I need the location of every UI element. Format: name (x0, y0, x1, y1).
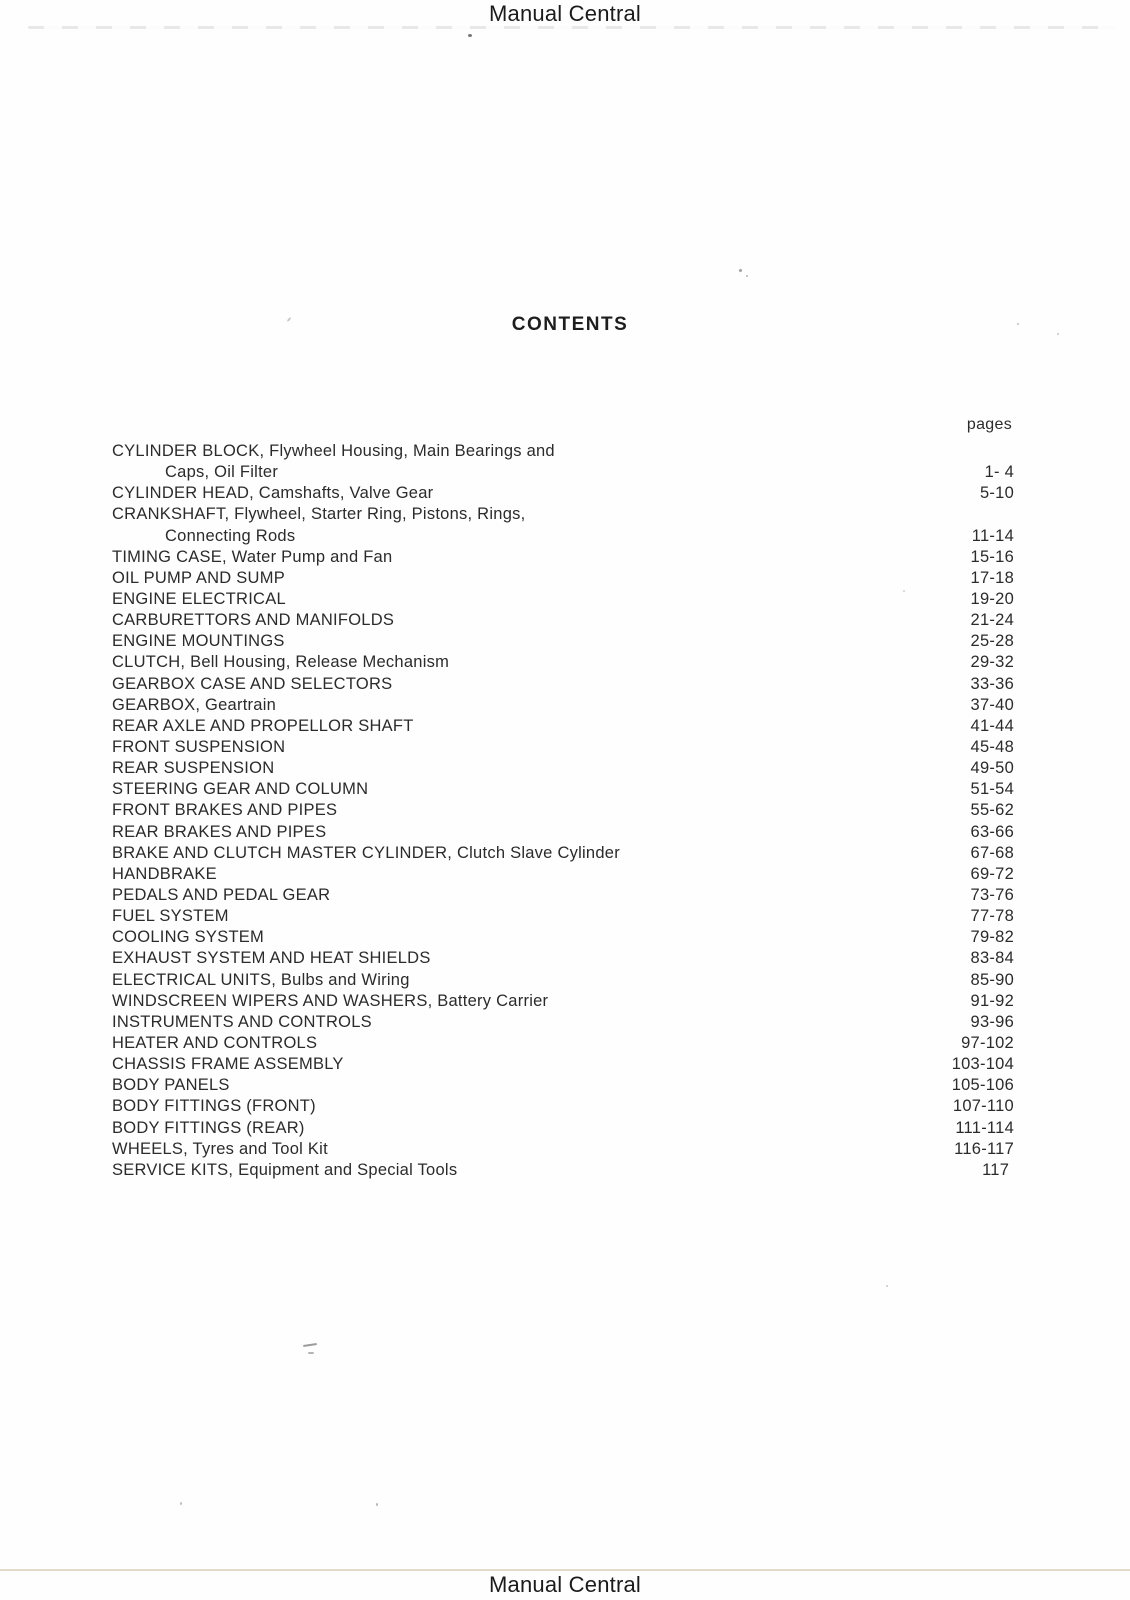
toc-entry-pages: 21-24 (970, 611, 1014, 630)
toc-row (112, 505, 1014, 526)
toc-entry-title: HEATER AND CONTROLS (112, 1033, 318, 1052)
toc-entry-title: CYLINDER HEAD, Camshafts, Valve Gear (112, 484, 434, 503)
toc-row (112, 548, 1014, 569)
toc-row (112, 801, 1014, 822)
scan-smudge (303, 1343, 317, 1347)
toc-entry-title: PEDALS AND PEDAL GEAR (112, 885, 331, 904)
toc-row (112, 527, 1014, 548)
toc-row (112, 569, 1014, 590)
toc-entry-title: CLUTCH, Bell Housing, Release Mechanism (112, 653, 450, 672)
toc-row (112, 463, 1014, 484)
toc-entry-pages: 33-36 (970, 674, 1014, 693)
toc-entry-pages: 37-40 (970, 695, 1014, 714)
toc-entry-pages: 69-72 (970, 864, 1014, 883)
toc-row (112, 653, 1014, 674)
toc-row (112, 717, 1014, 738)
toc-entry-pages: 105-106 (951, 1076, 1014, 1095)
toc-row (112, 928, 1014, 949)
toc-entry-pages: 41-44 (970, 716, 1014, 735)
toc-row (112, 1161, 1014, 1182)
toc-entry-pages: 107-110 (952, 1097, 1014, 1116)
toc-entry-title: FRONT BRAKES AND PIPES (112, 801, 338, 820)
toc-row (112, 992, 1014, 1013)
toc-entry-title: INSTRUMENTS AND CONTROLS (112, 1012, 372, 1031)
toc-entry-title: BODY FITTINGS (FRONT) (112, 1097, 316, 1116)
toc-entry-title: REAR AXLE AND PROPELLOR SHAFT (112, 716, 414, 735)
scan-speck (468, 34, 472, 37)
toc-entry-pages: 85-90 (970, 970, 1014, 989)
toc-row (112, 1055, 1014, 1076)
toc-entry-pages: 1- 4 (984, 463, 1014, 482)
toc-entry-pages: 73-76 (970, 885, 1014, 904)
toc-entry-title: COOLING SYSTEM (112, 928, 265, 947)
toc-entry-pages: 19-20 (970, 589, 1014, 608)
toc-entry-title: WHEELS, Tyres and Tool Kit (112, 1139, 328, 1158)
toc-entry-title: SERVICE KITS, Equipment and Special Tools (112, 1160, 458, 1179)
header-watermark: Manual Central (489, 1, 641, 26)
toc-entry-title: ELECTRICAL UNITS, Bulbs and Wiring (112, 970, 410, 989)
toc-entry-title: BODY FITTINGS (REAR) (112, 1118, 305, 1137)
toc-entry-title: Caps, Oil Filter (165, 463, 279, 482)
toc-entry-pages: 45-48 (970, 737, 1014, 756)
scan-speck (376, 1503, 378, 1506)
toc-entry-pages: 77-78 (970, 907, 1014, 926)
footer-watermark: Manual Central (489, 1572, 641, 1597)
toc-entry-pages: 63-66 (970, 822, 1014, 841)
toc-entry-title: GEARBOX, Geartrain (112, 695, 277, 714)
toc-entry-pages: 83-84 (970, 949, 1014, 968)
toc-row (112, 632, 1014, 653)
toc-row (112, 675, 1014, 696)
toc-entry-pages: 5-10 (979, 484, 1014, 503)
toc-entry-title: WINDSCREEN WIPERS AND WASHERS, Battery Carrier (112, 991, 549, 1010)
toc-row (112, 907, 1014, 928)
toc-entry-title: CHASSIS FRAME ASSEMBLY (112, 1055, 344, 1074)
toc-row (112, 1034, 1014, 1055)
scan-speck (903, 590, 905, 592)
toc-entry-pages: 91-92 (970, 991, 1014, 1010)
table-of-contents (112, 442, 1014, 1182)
toc-entry-title: TIMING CASE, Water Pump and Fan (112, 547, 393, 566)
toc-row (112, 844, 1014, 865)
toc-row (112, 1140, 1014, 1161)
toc-entry-pages: 103-104 (951, 1055, 1014, 1074)
toc-entry-title: CRANKSHAFT, Flywheel, Starter Ring, Pistons, Rings, (112, 505, 526, 524)
toc-row (112, 865, 1014, 886)
toc-entry-pages: 29-32 (970, 653, 1014, 672)
toc-entry-pages: 17-18 (970, 568, 1014, 587)
toc-entry-title: ENGINE MOUNTINGS (112, 632, 285, 651)
toc-entry-title: BRAKE AND CLUTCH MASTER CYLINDER, Clutch Slave Cylinder (112, 843, 620, 862)
scan-speck (886, 1285, 888, 1287)
scan-speck (746, 275, 748, 277)
scan-artifact-line-bottom (0, 1569, 1130, 1571)
toc-entry-title: REAR SUSPENSION (112, 759, 275, 778)
toc-entry-title: Connecting Rods (165, 526, 296, 545)
toc-entry-title: OIL PUMP AND SUMP (112, 568, 285, 587)
toc-entry-pages: 51-54 (970, 780, 1014, 799)
scan-speck (1017, 323, 1019, 325)
toc-entry-pages: 25-28 (970, 632, 1014, 651)
toc-row (112, 484, 1014, 505)
toc-row (112, 1076, 1014, 1097)
toc-entry-pages: 116-117 (954, 1139, 1014, 1158)
toc-row (112, 1097, 1014, 1118)
toc-entry-title: EXHAUST SYSTEM AND HEAT SHIELDS (112, 949, 431, 968)
scan-speck (1057, 333, 1059, 335)
toc-entry-title: CYLINDER BLOCK, Flywheel Housing, Main Bearings and (112, 442, 555, 460)
toc-row (112, 696, 1014, 717)
scan-artifact-line-top (28, 26, 1116, 29)
toc-entry-title: REAR BRAKES AND PIPES (112, 822, 327, 841)
scan-speck (738, 268, 742, 272)
toc-entry-pages: 93-96 (970, 1012, 1014, 1031)
toc-row (112, 611, 1014, 632)
toc-row (112, 1013, 1014, 1034)
toc-entry-pages: 111-114 (955, 1118, 1014, 1137)
toc-entry-pages: 49-50 (970, 759, 1014, 778)
scan-speck (180, 1502, 182, 1505)
toc-entry-pages: 117 (982, 1160, 1014, 1179)
toc-entry-pages: 55-62 (970, 801, 1014, 820)
toc-entry-title: HANDBRAKE (112, 864, 217, 883)
toc-entry-title: STEERING GEAR AND COLUMN (112, 780, 369, 799)
scan-smudge (308, 1352, 314, 1354)
toc-row (112, 442, 1014, 463)
toc-row (112, 971, 1014, 992)
toc-entry-title: CARBURETTORS AND MANIFOLDS (112, 611, 395, 630)
toc-entry-pages: 11-14 (971, 526, 1014, 545)
toc-entry-pages: 79-82 (970, 928, 1014, 947)
contents-heading: CONTENTS (511, 314, 629, 335)
pages-column-label: pages (966, 416, 1012, 433)
toc-entry-pages: 67-68 (970, 843, 1014, 862)
toc-row (112, 738, 1014, 759)
toc-row (112, 590, 1014, 611)
toc-row (112, 1119, 1014, 1140)
toc-entry-pages: 15-16 (970, 547, 1014, 566)
toc-entry-title: BODY PANELS (112, 1076, 230, 1095)
toc-row (112, 949, 1014, 970)
toc-entry-title: ENGINE ELECTRICAL (112, 589, 286, 608)
toc-row (112, 886, 1014, 907)
toc-entry-title: FRONT SUSPENSION (112, 737, 286, 756)
toc-row (112, 780, 1014, 801)
toc-row (112, 823, 1014, 844)
toc-row (112, 759, 1014, 780)
toc-entry-title: GEARBOX CASE AND SELECTORS (112, 674, 393, 693)
toc-entry-title: FUEL SYSTEM (112, 907, 229, 926)
toc-entry-pages: 97-102 (961, 1033, 1014, 1052)
